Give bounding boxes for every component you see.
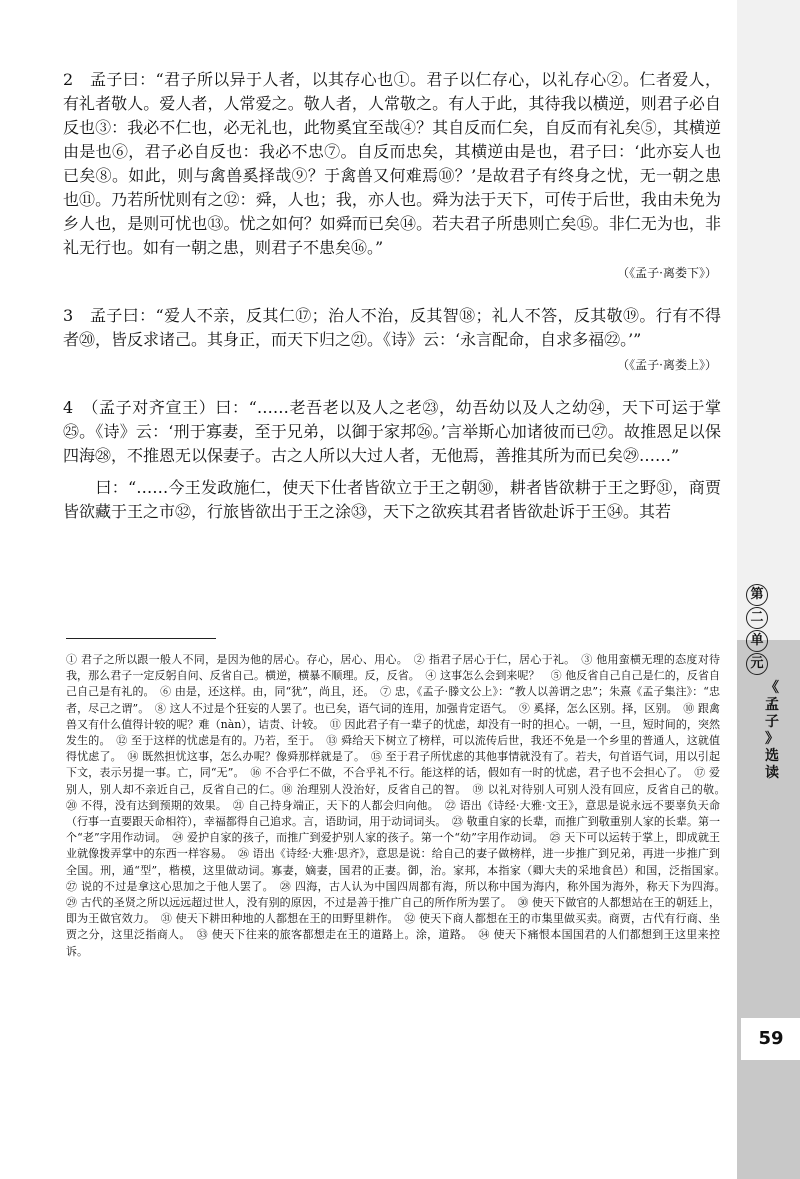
unit-label-char: 单 [746,630,768,652]
book-label-char: 选 [765,748,779,764]
book-label-char: 》 [765,731,779,747]
passage-4: 4 （孟子对齐宣王）曰：“……老吾老以及人之老㉓，幼吾幼以及人之幼㉔，天下可运于掌㉕。《诗》云：‘刑于寡妻，至于兄弟，以御于家邦㉖。’言举斯心加诸彼而已㉗。故推恩足以保四海㉘，不推恩无以保妻子。古之人所以大过人者，无他焉，善推其所为而已矣㉙……” [63,398,721,465]
passage-4-continued: 曰：“……今王发政施仁，使天下仕者皆欲立于王之朝㉚，耕者皆欲耕于王之野㉛，商贾皆欲藏于王之市㉜，行旅皆欲出于王之涂㉝，天下之欲疾其君者皆欲赴诉于王㉞。其若 [63,478,721,521]
passage-3-source: （《孟子·离娄上》） [617,358,717,372]
main-text [63,68,721,524]
unit-label [742,584,772,676]
page-number: 59 [741,1018,800,1060]
book-label-char: 《 [765,680,779,696]
book-label [762,680,782,782]
unit-label-char: 第 [746,584,768,606]
footnote-divider [66,638,216,639]
passage-2-source: （《孟子·离娄下》） [617,266,717,280]
unit-label-char: 二 [746,607,768,629]
book-label-char: 读 [765,765,779,781]
book-label-char: 子 [765,714,779,730]
passage-3: 3 孟子曰：“爱人不亲，反其仁⑰；治人不治，反其智⑱；礼人不答，反其敬⑲。行有不得者⑳，皆反求诸己。其身正，而天下归之㉑。《诗》云：‘永言配命，自求多福㉒。’” [63,306,721,349]
book-label-char: 孟 [765,697,779,713]
passage-2: 2 孟子曰：“君子所以异于人者，以其存心也①。君子以仁存心，以礼存心②。仁者爱人，有礼者敬人。爱人者，人常爱之。敬人者，人常敬之。有人于此，其待我以横逆，则君子必自反也③：我必不仁也，必无礼也，此物奚宜至哉④？其自反而仁矣，自反而有礼矣⑤，其横逆由是也⑥，君子必自反也：我必不忠⑦。自反而忠矣，其横逆由是也，君子曰：‘此亦妄人也已矣⑧。如此，则与禽兽奚择哉⑨？于禽兽又何难焉⑩？’是故君子有终身之忧，无一朝之患也⑪。乃若所忧则有之⑫：舜，人也；我，亦人也。舜为法于天下，可传于后世，我由未免为乡人也，是则可忧也⑬。忧之如何？如舜而已矣⑭。若夫君子所患则亡矣⑮。非仁无为也，非礼无行也。如有一朝之患，则君子不患矣⑯。” [63,70,721,257]
footnotes: ① 君子之所以跟一般人不同，是因为他的居心。存心，居心、用心。 ② 指君子居心于仁，居心于礼。 ③ 他用蛮横无理的态度对待我，那么君子一定反躬自问、反省自己。横逆，横暴不顺理。反，反省。 ④ 这事怎么会到来呢？ ⑤ 他反省自己自己是仁的，反省自己自己是有礼的。 ⑥ 由是，还这样。由，同“犹”，尚且，还。 ⑦ 忠，《孟子·滕文公上》：“教人以善谓之忠”；朱熹《孟子集注》：“忠者，尽己之谓”。 ⑧ 这人不过是个狂妄的人罢了。也已矣，语气词的连用，加强肯定语气。 ⑨ 奚择，怎么区别。择，区别。 ⑩ 跟禽兽又有什么值得计较的呢？难（nàn），诘责、计较。 ⑪ 因此君子有一辈子的忧虑，却没有一时的担心。一朝，一旦，短时间的，突然发生的。 ⑫ 至于这样的忧虑是有的。乃若，至于。 ⑬ 舜给天下树立了榜样，可以流传后世，我还不免是一个乡里的普通人，这就值得忧虑了。 ⑭ 既然担忧这事，怎么办呢？像舜那样就是了。 ⑮ 至于君子所忧虑的其他事情就没有了。若夫，句首语气词，用以引起下文，表示另提一事。亡，同“无”。 ⑯ 不合乎仁不做，不合乎礼不行。能这样的话，假如有一时的忧虑，君子也不会担心了。 ⑰ 爱别人，别人却不亲近自己，反省自己的仁。⑱ 治理别人没治好，反省自己的智。 ⑲ 以礼对待别人可别人没有回应，反省自己的敬。 ⑳ 不得，没有达到预期的效果。 ㉑ 自己持身端正，天下的人都会归向他。 ㉒ 语出《诗经·大雅·文王》，意思是说永远不要辜负天命（行事一直要跟天命相符），幸福都得自己追求。言，语助词，用于动词词头。 ㉓ 敬重自家的长辈，而推广到敬重别人家的长辈。第一个“老”字用作动词。 ㉔ 爱护自家的孩子，而推广到爱护别人家的孩子。第一个“幼”字用作动词。 ㉕ 天下可以运转于掌上，即成就王业就像拨弄掌中的东西一样容易。 ㉖ 语出《诗经·大雅·思齐》，意思是说：给自己的妻子做榜样，进一步推广到兄弟，再进一步推广到全国。刑，通“型”，楷模，这里做动词。寡妻，嫡妻，国君的正妻。御，治。家邦，本指家（卿大夫的采地食邑）和国，泛指国家。 ㉗ 说的不过是拿这心思加之于他人罢了。 ㉘ 四海，古人认为中国四周都有海，所以称中国为海内，称外国为海外，称天下为四海。 ㉙ 古代的圣贤之所以远远超过世人，没有别的原因，不过是善于推广自己的所作所为罢了。 ㉚ 使天下做官的人都想站在王的朝廷上，即为王做官效力。 ㉛ 使天下耕田种地的人都想在王的田野里耕作。 ㉜ 使天下商人都想在王的市集里做买卖。商贾，古代有行商、坐贾之分，这里泛指商人。 ㉝ 使天下往来的旅客都想走在王的道路上。涂，道路。 ㉞ 使天下痛恨本国国君的人们都想到王这里来控诉。 [66,653,731,958]
unit-label-char: 元 [746,653,768,675]
